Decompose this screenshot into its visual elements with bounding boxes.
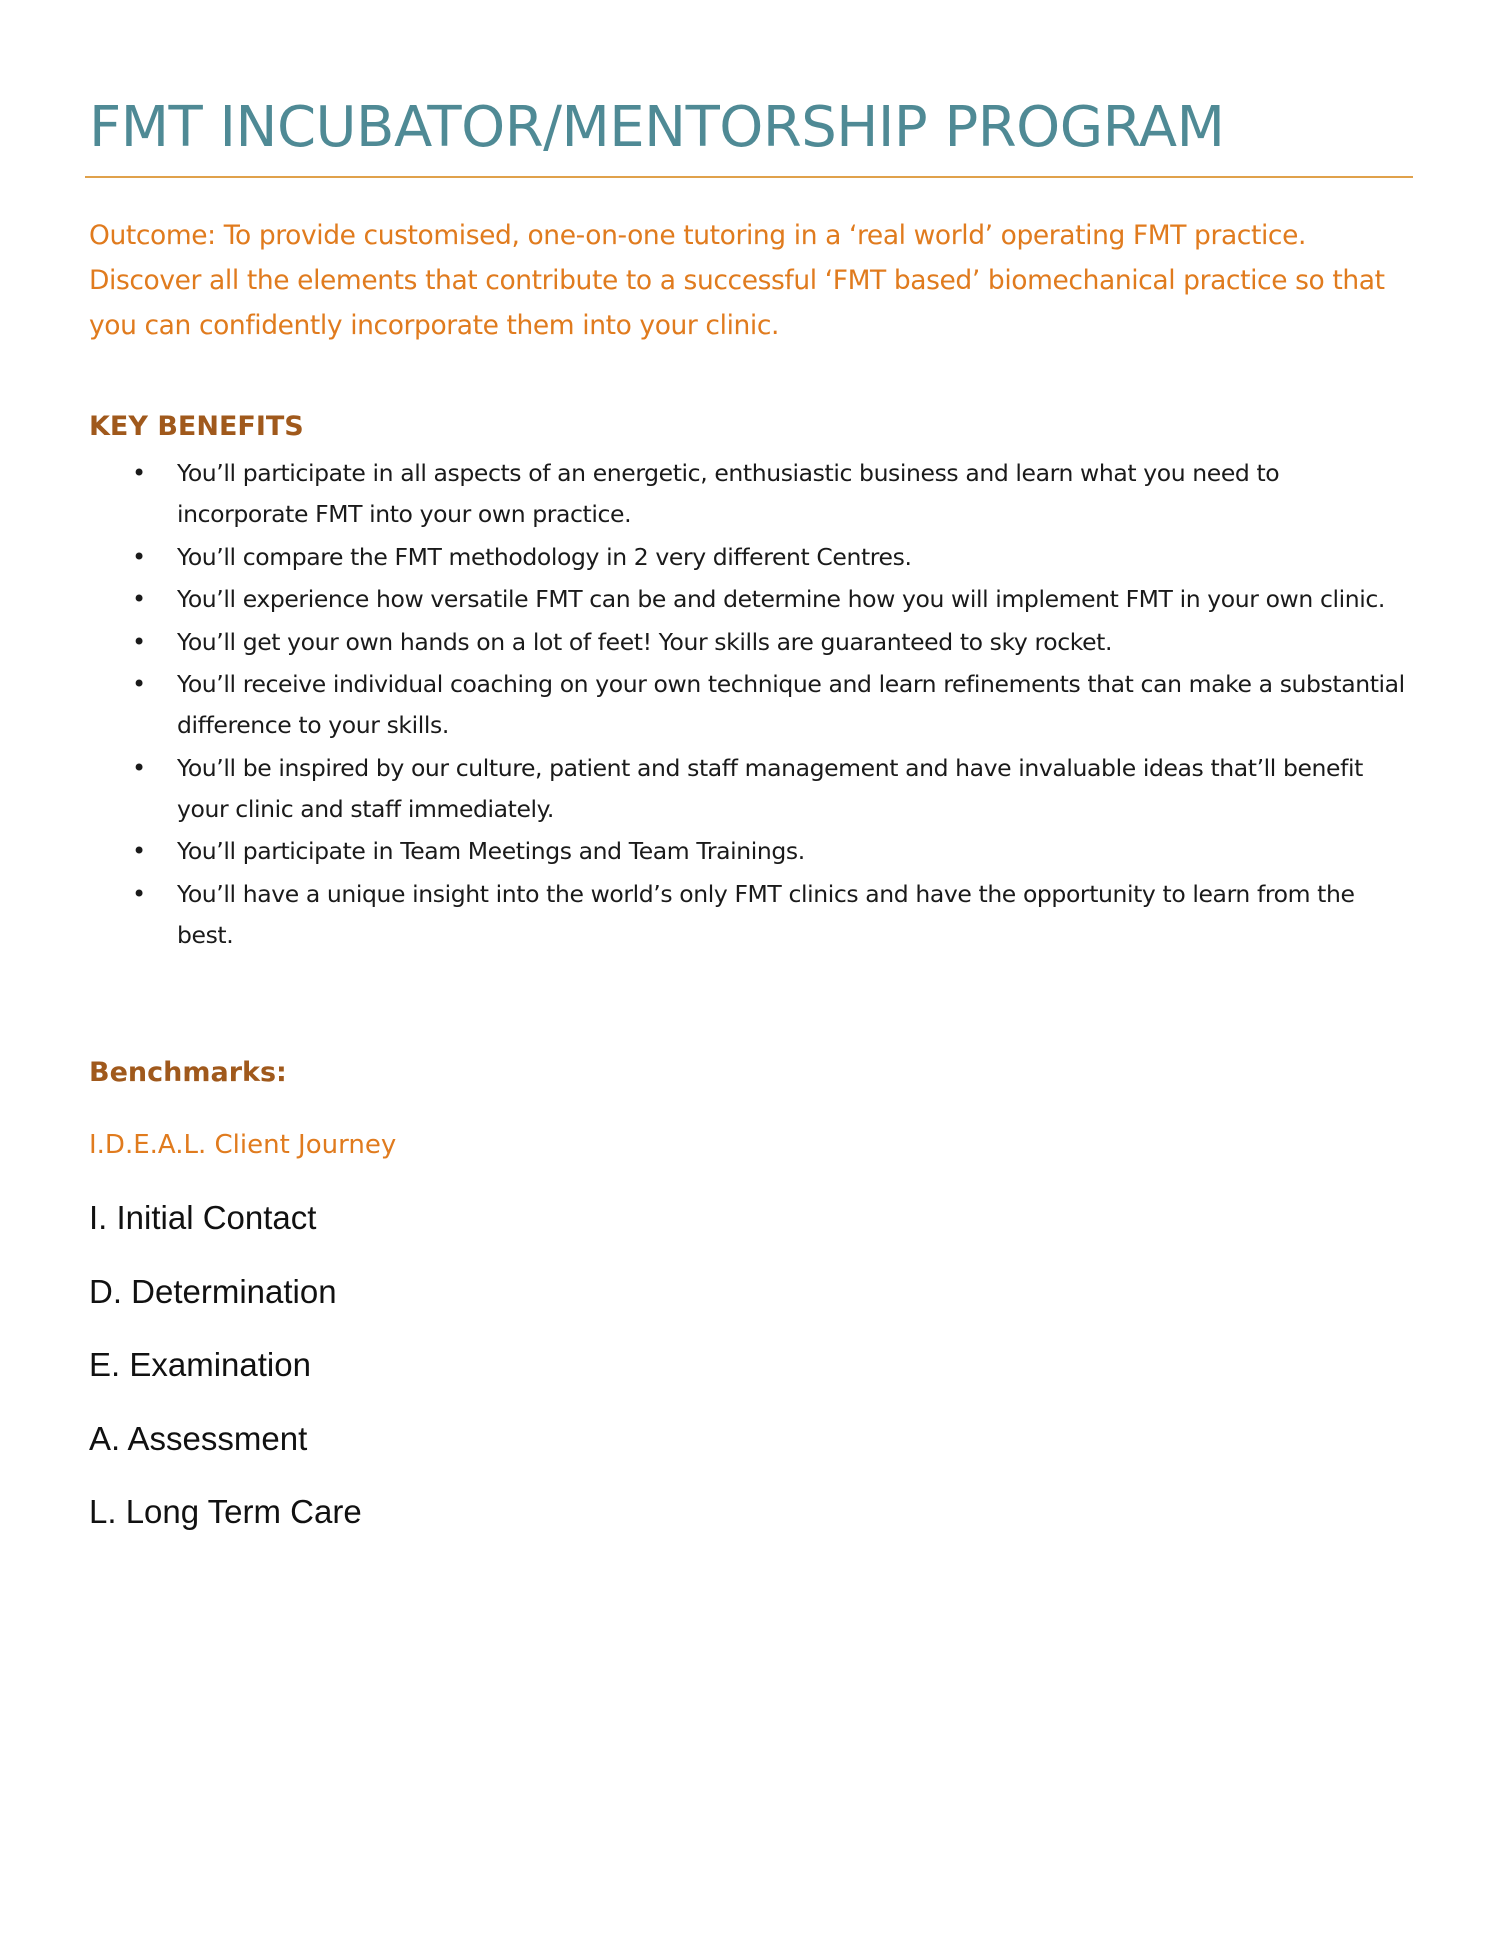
outcome-line: you can confidently incorporate them into your clinic. (89, 310, 780, 341)
list-item (0, 748, 1417, 830)
bullet-icon: • (132, 670, 146, 698)
list-item (0, 537, 1417, 578)
outcome-line: Discover all the elements that contribute to a successful ‘FMT based’ biomechanical practice so that (89, 265, 1385, 296)
benefit-text: You’ll receive individual coaching on your own technique and learn refinements that can make a substantial difference to your skills. (177, 670, 1405, 739)
list-item (0, 874, 1417, 956)
benefit-text: You’ll experience how versatile FMT can be and determine how you will implement FMT in your own clinic. (177, 585, 1385, 613)
benchmarks-heading: Benchmarks: (89, 1057, 287, 1088)
outcome-line: Outcome: To provide customised, one-on-one tutoring in a ‘real world’ operating FMT practice. (89, 220, 1307, 251)
bullet-icon: • (132, 879, 146, 908)
journey-stage: I. Initial Contact (89, 1199, 317, 1236)
bullet-icon: • (132, 753, 146, 782)
outcome-paragraph (89, 213, 1419, 348)
journey-stage: L. Long Term Care (89, 1493, 362, 1530)
journey-stages-list (89, 1198, 362, 1566)
benefit-text: You’ll participate in Team Meetings and Team Trainings. (177, 837, 805, 865)
benefit-text: You’ll get your own hands on a lot of feet! Your skills are guaranteed to sky rocket. (177, 627, 1113, 656)
bullet-icon: • (132, 585, 146, 613)
benefit-text: You’ll have a unique insight into the world’s only FMT clinics and have the opportunity to learn from the best. (177, 879, 1355, 949)
benefit-text: You’ll participate in all aspects of an energetic, enthusiastic business and learn what you need to incorporate FMT into your own practice. (177, 459, 1280, 528)
bullet-icon: • (132, 459, 146, 487)
benefit-text: You’ll be inspired by our culture, patient and staff management and have invaluable ideas that’ll benefit your clinic and staff immediately. (177, 753, 1363, 823)
journey-stage: A. Assessment (89, 1419, 308, 1457)
key-benefits-list (0, 453, 1500, 957)
list-item (0, 453, 1417, 535)
key-benefits-heading: KEY BENEFITS (89, 411, 304, 442)
benefit-text: You’ll compare the FMT methodology in 2 very different Centres. (177, 542, 912, 571)
list-item (0, 664, 1417, 746)
list-item (0, 831, 1417, 872)
page-title: FMT INCUBATOR/MENTORSHIP PROGRAM (89, 95, 1225, 160)
bullet-icon: • (132, 542, 146, 571)
bullet-icon: • (132, 837, 146, 865)
journey-stage: E. Examination (89, 1346, 311, 1383)
list-item (0, 622, 1417, 663)
bullet-icon: • (132, 627, 146, 656)
title-divider (85, 176, 1413, 178)
list-item (0, 579, 1417, 620)
client-journey-title: I.D.E.A.L. Client Journey (89, 1130, 397, 1160)
journey-stage: D. Determination (89, 1272, 337, 1310)
